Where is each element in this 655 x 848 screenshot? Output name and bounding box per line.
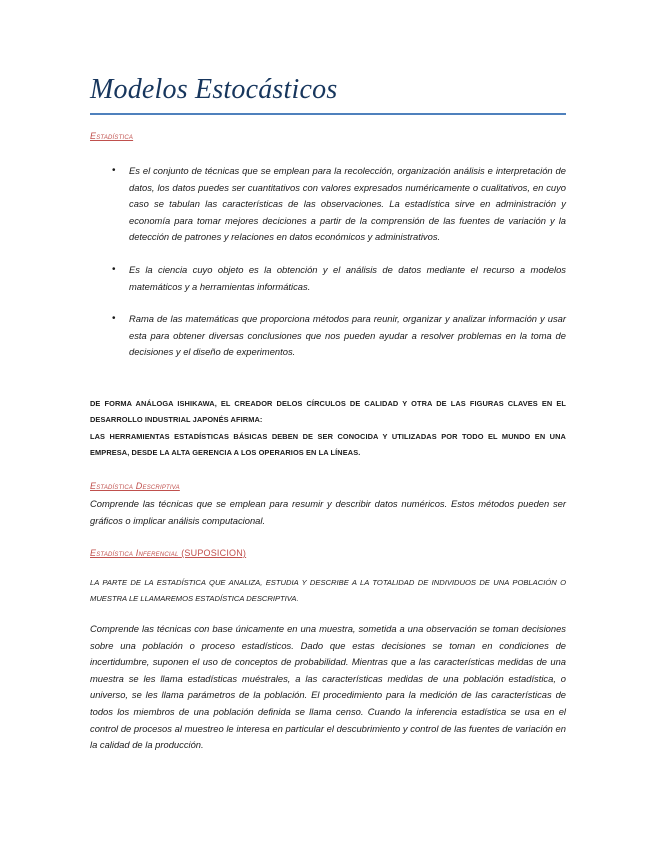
section-heading-descriptiva-label: Estadística Descriptiva (90, 481, 180, 491)
list-item (90, 311, 566, 361)
definitions-bullet-list (90, 163, 566, 377)
section-heading-inferencial-label: Estadística Inferencial (90, 548, 179, 558)
ishikawa-quote-paragraph: LAS HERRAMIENTAS ESTADÍSTICAS BÁSICAS DEBEN DE SER CONOCIDA Y UTILIZADAS POR TODO EL MUNDO EN UNA EMPRESA, DESDE LA ALTA GERENCIA A LOS OPERARIOS EN LA LÍNEAS. (90, 432, 566, 458)
ishikawa-intro-paragraph: DE FORMA ANÁLOGA ISHIKAWA, EL CREADOR DELOS CÍRCULOS DE CALIDAD Y OTRA DE LAS FIGURAS CLAVES EN EL DESARROLLO INDUSTRIAL JAPONÉS AFIRMA: (90, 399, 566, 425)
list-item (90, 262, 566, 295)
list-item-text: Es el conjunto de técnicas que se emplean para la recolección, organización análisis e interpretación de datos, los datos puedes ser cuantitativos con valores expresados numéricamente o cualitativos, en cuyo caso se tabulan las características de las observaciones. La estadística sirve en administración y economía para tomar mejores deciciones a partir de la comprensión de las fuentes de variación y la detección de patrones y relaciones en datos económicos y administrativos. (129, 165, 566, 243)
section-heading-estadistica (90, 131, 133, 141)
inferencial-caps-paragraph: LA PARTE DE LA ESTADÍSTICA QUE ANALIZA, ESTUDIA Y DESCRIBE A LA TOTALIDAD DE INDIVIDUOS DE UNA POBLACIÓN O MUESTRA LE LLAMAREMOS ESTADÍSTICA DESCRIPTIVA. (90, 578, 566, 604)
section-heading-estadistica-label: Estadística (90, 131, 134, 141)
inferencial-paragraph: Comprende las técnicas con base únicamente en una muestra, sometida a una observación se toman decisiones sobre una población o proceso estadísticos. Dado que estas decisiones se toman en condiciones de incertidumbre, suponen el uso de conceptos de probabilidad. Mientras que a las características medidas de una muestra se les llama estadísticas muéstrales, a las características medidas de una población estadística, o universo, se les llama parámetros de la población. El procedimiento para la medición de las características de todos los miembros de una población definida se llama censo. Cuando la inferencia estadística se usa en el control de procesos al muestreo le interesa en particular el descubrimiento y control de las fuentes de variación en la calidad de la producción. (90, 623, 566, 751)
bullet-dot-icon: • (112, 165, 116, 176)
list-item-text: Rama de las matemáticas que proporciona métodos para reunir, organizar y analizar información y usar esta para obtener diversas conclusiones que nos pueden ayudar a resolver problemas en la toma de decisiones y el diseño de experimentos. (129, 313, 566, 358)
descriptiva-paragraph: Comprende las técnicas que se emplean para resumir y describir datos numéricos. Estos métodos pueden ser gráficos o implicar análisis computacional. (90, 498, 566, 526)
list-item (90, 163, 566, 246)
inferencial-note: (SUPOSICION) (181, 548, 247, 558)
list-item-text: Es la ciencia cuyo objeto es la obtención y el análisis de datos mediante el recurso a modelos matemáticos y a herramientas informáticas. (129, 263, 566, 292)
section-heading-inferencial (90, 548, 246, 558)
document-title: Modelos Estocásticos (90, 74, 338, 105)
bullet-dot-icon: • (112, 313, 116, 325)
bullet-dot-icon: • (112, 263, 116, 275)
title-underline-rule (90, 113, 566, 115)
section-heading-descriptiva (90, 481, 180, 491)
